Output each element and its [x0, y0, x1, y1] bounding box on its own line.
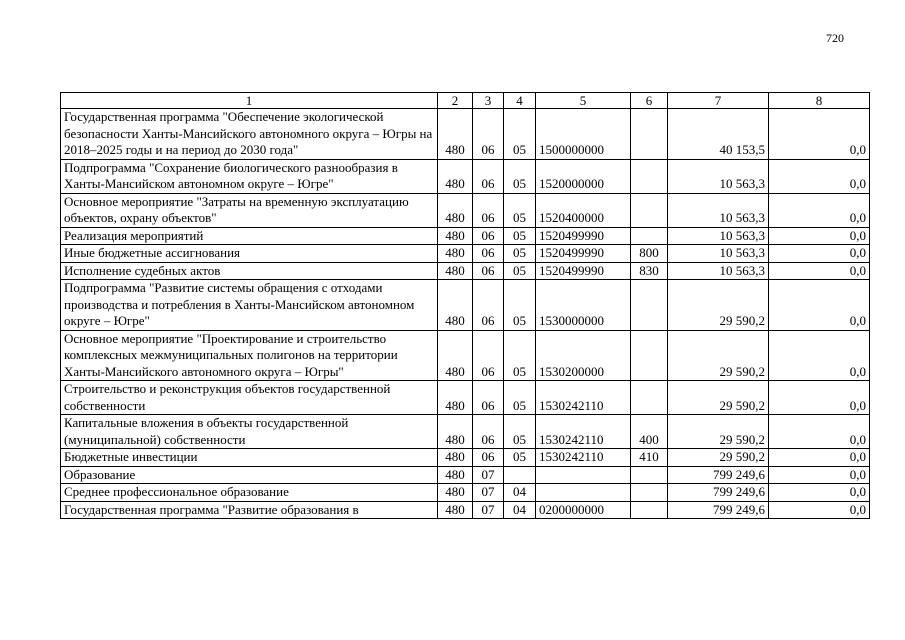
page-number: 720 — [826, 31, 844, 45]
subsection-code-cell: 05 — [504, 245, 536, 263]
ved-code-cell: 480 — [438, 501, 473, 519]
table-row — [61, 227, 870, 245]
expense-type-cell — [631, 227, 668, 245]
amount-cell: 0,0 — [769, 109, 870, 160]
amount-cell: 29 590,2 — [668, 415, 769, 449]
target-article-cell: 1530000000 — [536, 280, 631, 331]
table-row — [61, 109, 870, 160]
expense-type-cell — [631, 330, 668, 381]
amount-cell: 40 153,5 — [668, 109, 769, 160]
expense-type-cell: 830 — [631, 262, 668, 280]
table-row — [61, 262, 870, 280]
row-name-cell: Исполнение судебных актов — [61, 262, 438, 280]
section-code-cell: 07 — [473, 501, 504, 519]
subsection-code-cell: 05 — [504, 227, 536, 245]
target-article-cell: 1500000000 — [536, 109, 631, 160]
amount-cell: 29 590,2 — [668, 280, 769, 331]
column-header: 4 — [504, 93, 536, 109]
amount-cell: 799 249,6 — [668, 501, 769, 519]
amount-cell: 10 563,3 — [668, 262, 769, 280]
ved-code-cell: 480 — [438, 227, 473, 245]
ved-code-cell: 480 — [438, 280, 473, 331]
section-code-cell: 06 — [473, 159, 504, 193]
subsection-code-cell: 05 — [504, 262, 536, 280]
column-header: 5 — [536, 93, 631, 109]
target-article-cell: 1520400000 — [536, 193, 631, 227]
row-name-cell: Подпрограмма "Развитие системы обращения с отходами производства и потребления в Ханты-Мансийском автономном округе – Югре" — [61, 280, 438, 331]
section-code-cell: 06 — [473, 449, 504, 467]
amount-cell: 0,0 — [769, 484, 870, 502]
table-row — [61, 330, 870, 381]
target-article-cell: 1530242110 — [536, 449, 631, 467]
row-name-cell: Основное мероприятие "Проектирование и строительство комплексных межмуниципальных полигонов на территории Ханты-Мансийского автономного округа – Югры" — [61, 330, 438, 381]
row-name-cell: Подпрограмма "Сохранение биологического разнообразия в Ханты-Мансийском автономном округе – Югре" — [61, 159, 438, 193]
expense-type-cell: 410 — [631, 449, 668, 467]
amount-cell: 0,0 — [769, 262, 870, 280]
section-code-cell: 06 — [473, 262, 504, 280]
amount-cell: 0,0 — [769, 280, 870, 331]
target-article-cell: 1530200000 — [536, 330, 631, 381]
amount-cell: 0,0 — [769, 227, 870, 245]
column-header: 6 — [631, 93, 668, 109]
target-article-cell — [536, 484, 631, 502]
table-row — [61, 193, 870, 227]
amount-cell: 29 590,2 — [668, 449, 769, 467]
target-article-cell: 1520499990 — [536, 245, 631, 263]
amount-cell: 799 249,6 — [668, 484, 769, 502]
column-header: 2 — [438, 93, 473, 109]
subsection-code-cell — [504, 466, 536, 484]
expense-type-cell: 400 — [631, 415, 668, 449]
table-row — [61, 466, 870, 484]
table-row — [61, 484, 870, 502]
target-article-cell: 1520499990 — [536, 262, 631, 280]
subsection-code-cell: 05 — [504, 159, 536, 193]
target-article-cell — [536, 466, 631, 484]
section-code-cell: 06 — [473, 193, 504, 227]
ved-code-cell: 480 — [438, 330, 473, 381]
row-name-cell: Государственная программа "Обеспечение экологической безопасности Ханты-Мансийского автономного округа – Югры на 2018–2025 годы и на период до 2030 года" — [61, 109, 438, 160]
table-row — [61, 501, 870, 519]
row-name-cell: Основное мероприятие "Затраты на временную эксплуатацию объектов, охрану объектов" — [61, 193, 438, 227]
target-article-cell: 1520499990 — [536, 227, 631, 245]
expense-type-cell: 800 — [631, 245, 668, 263]
amount-cell: 10 563,3 — [668, 193, 769, 227]
expense-type-cell — [631, 381, 668, 415]
amount-cell: 0,0 — [769, 449, 870, 467]
amount-cell: 10 563,3 — [668, 245, 769, 263]
table-row — [61, 449, 870, 467]
expense-type-cell — [631, 280, 668, 331]
amount-cell: 0,0 — [769, 245, 870, 263]
section-code-cell: 06 — [473, 109, 504, 160]
subsection-code-cell: 05 — [504, 330, 536, 381]
table-row — [61, 159, 870, 193]
amount-cell: 0,0 — [769, 381, 870, 415]
row-name-cell: Образование — [61, 466, 438, 484]
row-name-cell: Реализация мероприятий — [61, 227, 438, 245]
amount-cell: 0,0 — [769, 159, 870, 193]
section-code-cell: 06 — [473, 280, 504, 331]
amount-cell: 0,0 — [769, 466, 870, 484]
ved-code-cell: 480 — [438, 381, 473, 415]
amount-cell: 799 249,6 — [668, 466, 769, 484]
ved-code-cell: 480 — [438, 484, 473, 502]
table-header-row — [61, 93, 870, 109]
table-row — [61, 415, 870, 449]
subsection-code-cell: 04 — [504, 501, 536, 519]
column-header: 8 — [769, 93, 870, 109]
row-name-cell: Среднее профессиональное образование — [61, 484, 438, 502]
table-row — [61, 280, 870, 331]
row-name-cell: Государственная программа "Развитие образования в — [61, 501, 438, 519]
subsection-code-cell: 05 — [504, 109, 536, 160]
section-code-cell: 06 — [473, 330, 504, 381]
section-code-cell: 06 — [473, 227, 504, 245]
target-article-cell: 0200000000 — [536, 501, 631, 519]
ved-code-cell: 480 — [438, 159, 473, 193]
table-row — [61, 245, 870, 263]
amount-cell: 0,0 — [769, 415, 870, 449]
amount-cell: 29 590,2 — [668, 330, 769, 381]
ved-code-cell: 480 — [438, 193, 473, 227]
subsection-code-cell: 05 — [504, 415, 536, 449]
expense-type-cell — [631, 501, 668, 519]
table-body — [61, 109, 870, 519]
ved-code-cell: 480 — [438, 415, 473, 449]
ved-code-cell: 480 — [438, 109, 473, 160]
row-name-cell: Иные бюджетные ассигнования — [61, 245, 438, 263]
table-row — [61, 381, 870, 415]
row-name-cell: Строительство и реконструкция объектов государственной собственности — [61, 381, 438, 415]
amount-cell: 0,0 — [769, 330, 870, 381]
column-header: 1 — [61, 93, 438, 109]
section-code-cell: 07 — [473, 484, 504, 502]
section-code-cell: 06 — [473, 381, 504, 415]
section-code-cell: 07 — [473, 466, 504, 484]
subsection-code-cell: 05 — [504, 381, 536, 415]
row-name-cell: Капитальные вложения в объекты государственной (муниципальной) собственности — [61, 415, 438, 449]
expense-type-cell — [631, 159, 668, 193]
amount-cell: 29 590,2 — [668, 381, 769, 415]
expense-type-cell — [631, 109, 668, 160]
amount-cell: 0,0 — [769, 193, 870, 227]
budget-table — [60, 92, 870, 519]
amount-cell: 10 563,3 — [668, 159, 769, 193]
section-code-cell: 06 — [473, 415, 504, 449]
row-name-cell: Бюджетные инвестиции — [61, 449, 438, 467]
ved-code-cell: 480 — [438, 262, 473, 280]
subsection-code-cell: 05 — [504, 280, 536, 331]
target-article-cell: 1520000000 — [536, 159, 631, 193]
expense-type-cell — [631, 484, 668, 502]
ved-code-cell: 480 — [438, 245, 473, 263]
amount-cell: 10 563,3 — [668, 227, 769, 245]
ved-code-cell: 480 — [438, 449, 473, 467]
subsection-code-cell: 05 — [504, 193, 536, 227]
ved-code-cell: 480 — [438, 466, 473, 484]
subsection-code-cell: 04 — [504, 484, 536, 502]
target-article-cell: 1530242110 — [536, 381, 631, 415]
column-header: 7 — [668, 93, 769, 109]
section-code-cell: 06 — [473, 245, 504, 263]
subsection-code-cell: 05 — [504, 449, 536, 467]
column-header: 3 — [473, 93, 504, 109]
target-article-cell: 1530242110 — [536, 415, 631, 449]
amount-cell: 0,0 — [769, 501, 870, 519]
expense-type-cell — [631, 193, 668, 227]
expense-type-cell — [631, 466, 668, 484]
